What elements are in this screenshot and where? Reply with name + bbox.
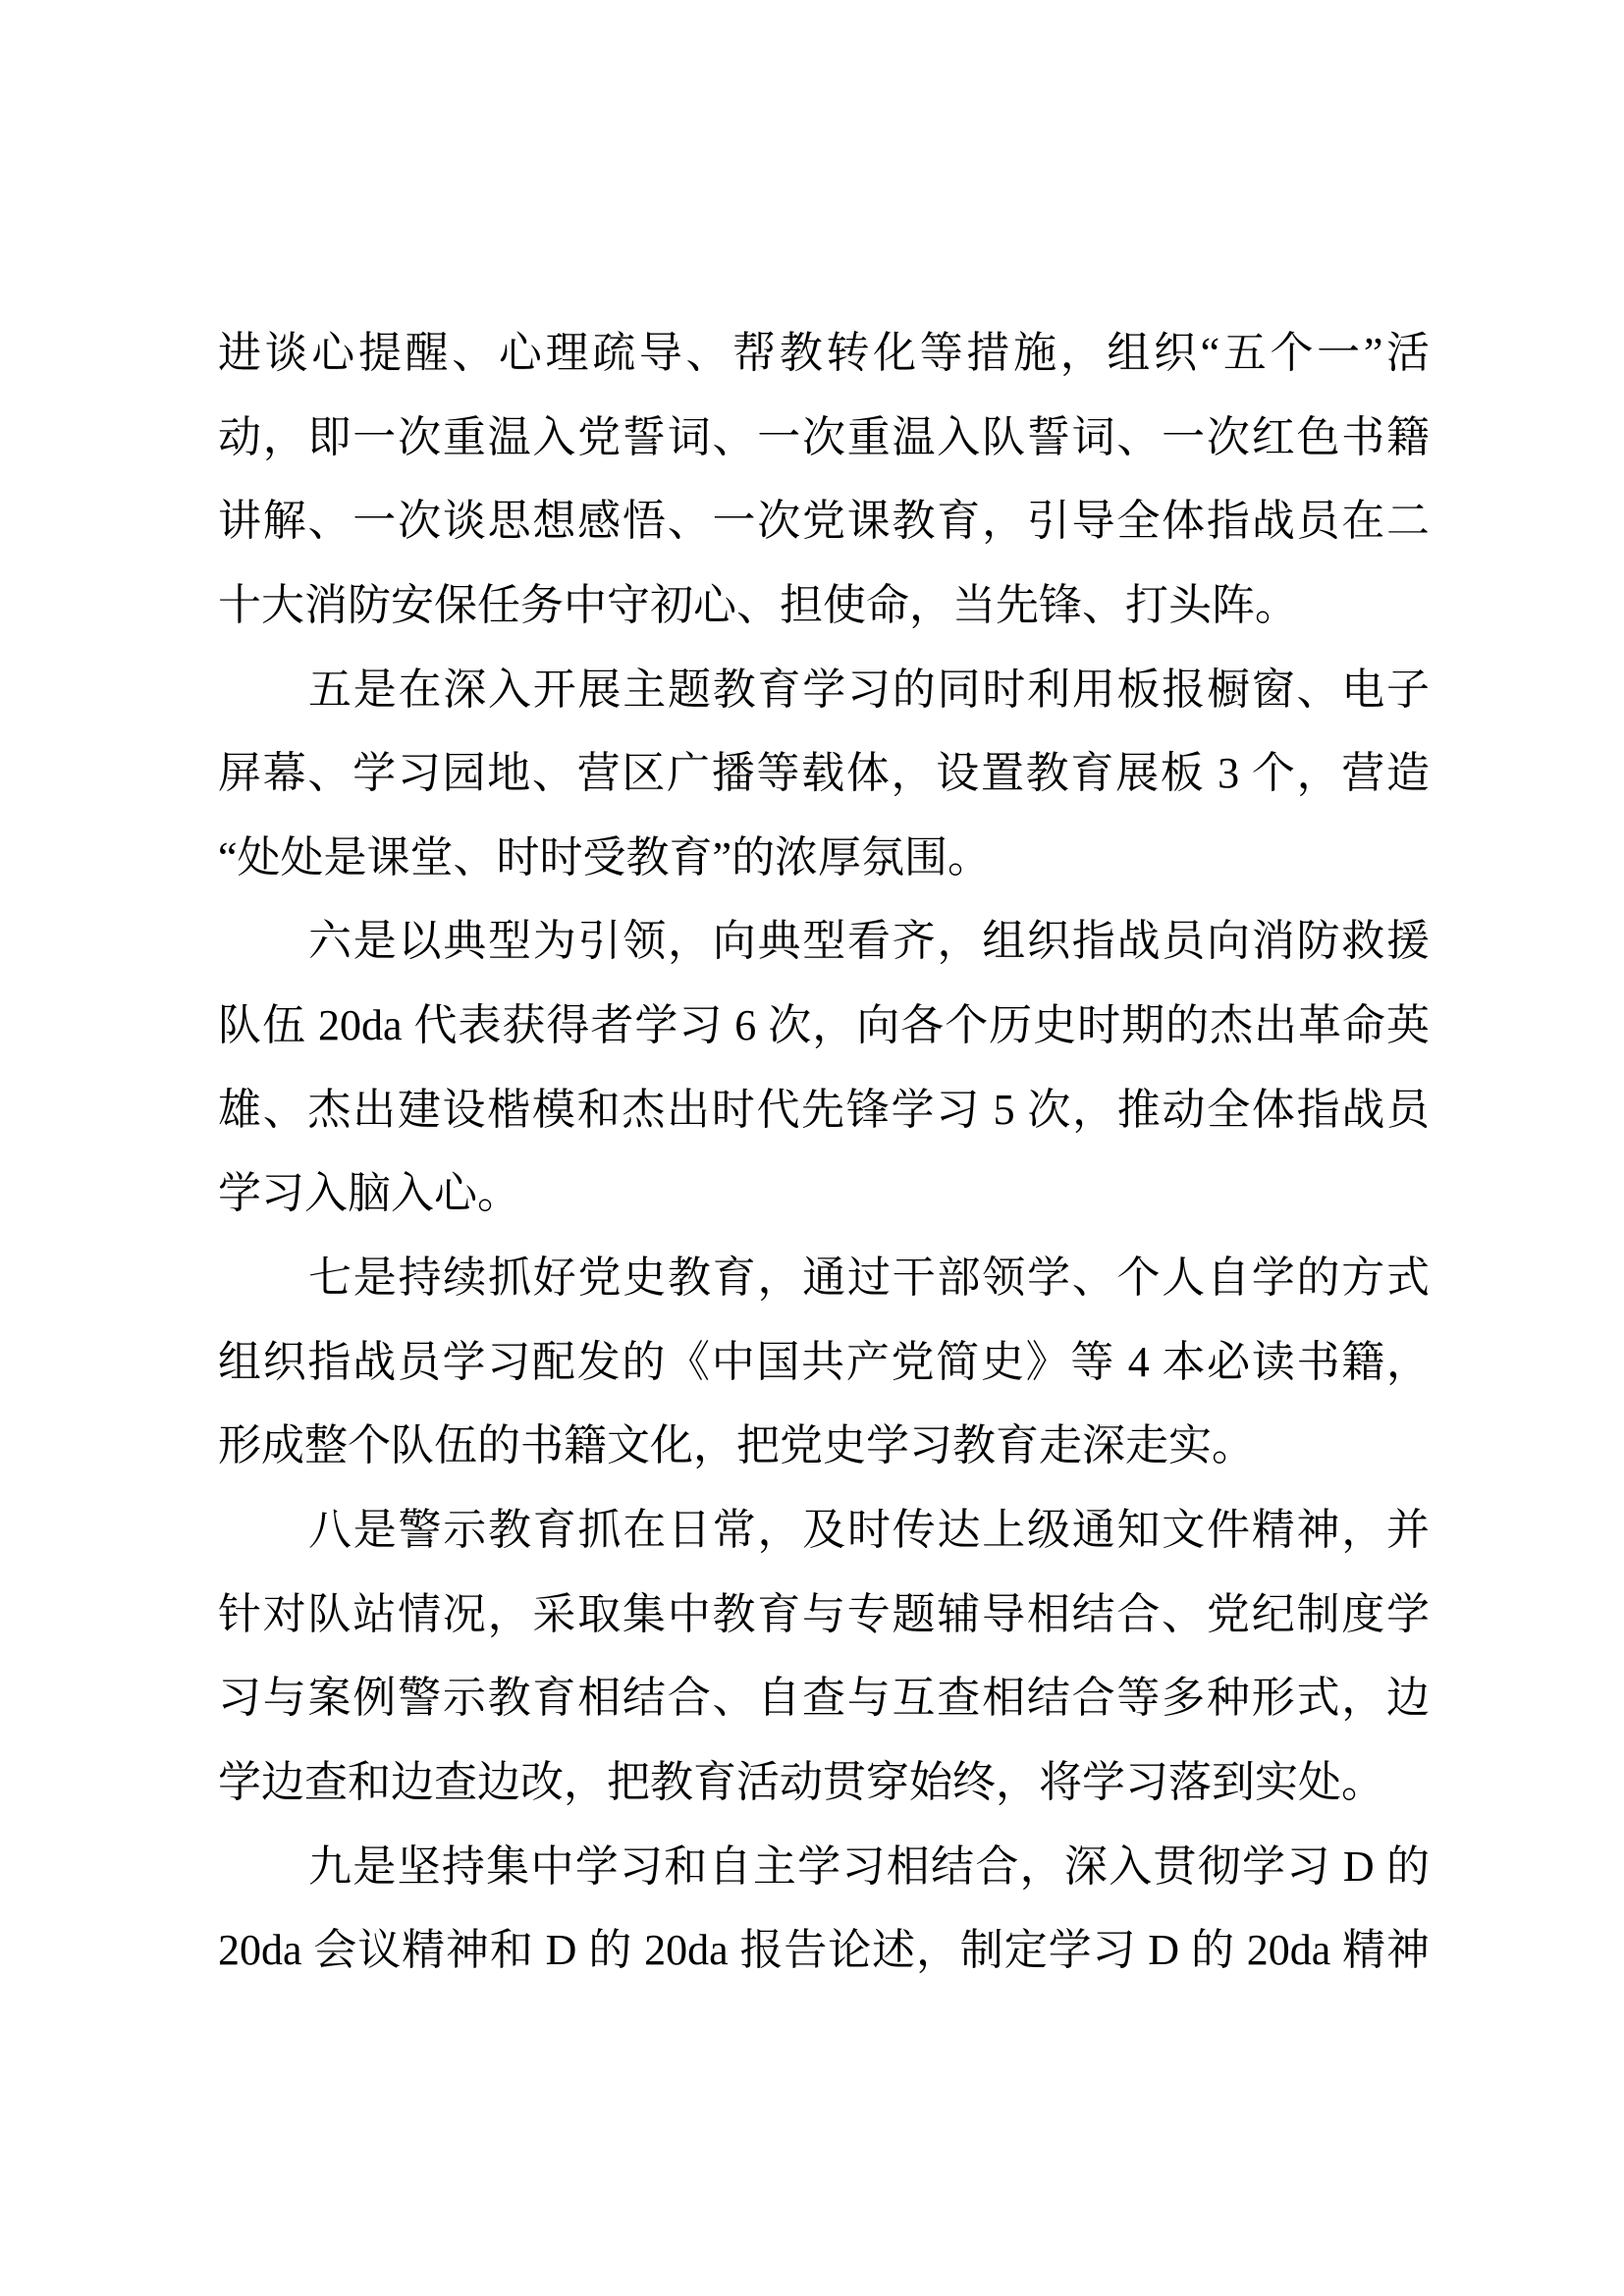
text-line: 组织指战员学习配发的《中国共产党简史》等 4 本必读书籍， <box>218 1337 1430 1386</box>
text-line: 十大消防安保任务中守初心、担使命，当先锋、打头阵。 <box>218 580 1298 629</box>
text-line: 习与案例警示教育相结合、自查与互查相结合等多种形式，边 <box>218 1674 1430 1723</box>
text-line: 进谈心提醒、心理疏导、帮教转化等措施，组织“五个一”活 <box>218 329 1430 377</box>
text-line: “处处是课堂、时时受教育”的浓厚氛围。 <box>218 832 992 881</box>
text-line: 八是警示教育抓在日常，及时传达上级通知文件精神，并 <box>308 1505 1430 1554</box>
text-line: 屏幕、学习园地、营区广播等载体，设置教育展板 3 个，营造 <box>218 749 1430 798</box>
document-page <box>218 326 1430 2007</box>
text-line: 雄、杰出建设楷模和杰出时代先锋学习 5 次，推动全体指战员 <box>218 1085 1430 1134</box>
text-line: 形成整个队伍的书籍文化，把党史学习教育走深走实。 <box>218 1421 1255 1470</box>
text-line: 针对队站情况，采取集中教育与专题辅导相结合、党纪制度学 <box>218 1589 1430 1638</box>
text-line: 九是坚持集中学习和自主学习相结合，深入贯彻学习 D 的 <box>308 1842 1430 1891</box>
text-line: 五是在深入开展主题教育学习的同时利用板报橱窗、电子 <box>308 665 1430 714</box>
text-line: 20da 会议精神和 D 的 20da 报告论述，制定学习 D 的 20da 精神 <box>218 1926 1430 1975</box>
text-line: 学边查和边查边改，把教育活动贯穿始终，将学习落到实处。 <box>218 1757 1384 1806</box>
text-line: 队伍 20da 代表获得者学习 6 次，向各个历史时期的杰出革命英 <box>218 1001 1430 1050</box>
text-line: 讲解、一次谈思想感悟、一次党课教育，引导全体指战员在二 <box>218 497 1430 546</box>
text-line: 学习入脑入心。 <box>218 1169 520 1218</box>
text-line: 动，即一次重温入党誓词、一次重温入队誓词、一次红色书籍 <box>218 412 1430 461</box>
text-line: 六是以典型为引领，向典型看齐，组织指战员向消防救援 <box>308 917 1430 966</box>
text-line: 七是持续抓好党史教育，通过干部领学、个人自学的方式 <box>308 1254 1430 1303</box>
